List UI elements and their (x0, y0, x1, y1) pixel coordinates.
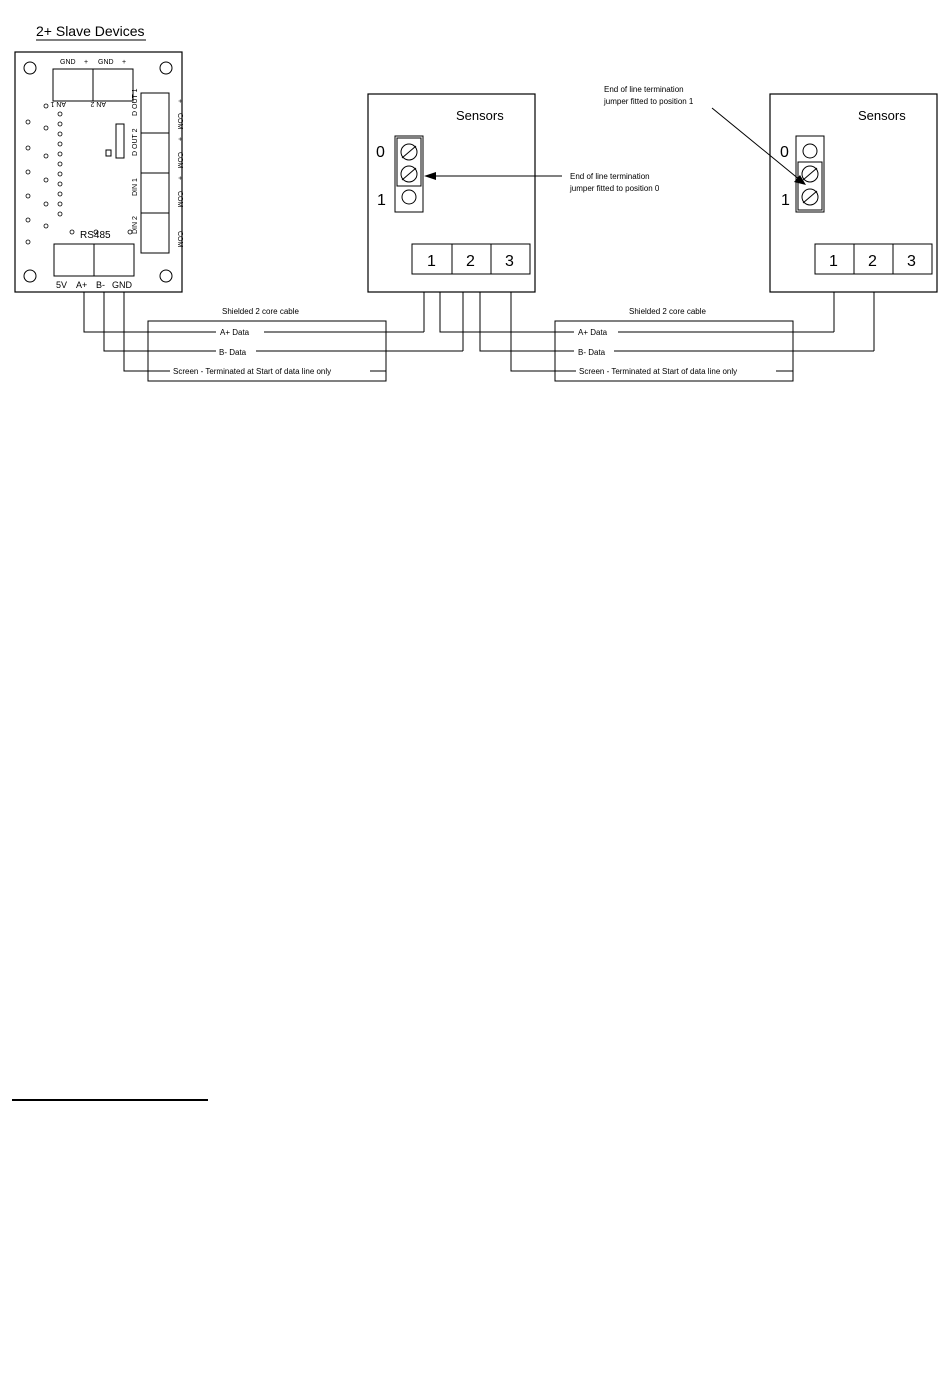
controller-board (15, 52, 183, 292)
side-output-label: DIN 1 (132, 178, 139, 196)
cable-1 (84, 292, 463, 381)
cable-2-title: Shielded 2 core cable (629, 307, 706, 316)
cable-1-line-b: B- Data (219, 348, 247, 357)
cable-2 (440, 292, 874, 381)
annotation-2-line-1: End of line termination (604, 85, 684, 94)
terminal-number: 3 (505, 253, 514, 270)
terminal-number: 2 (868, 253, 877, 270)
mount-hole (24, 62, 36, 74)
sensor-unit-1 (368, 94, 535, 292)
an2-label: AN 2 (90, 100, 106, 107)
terminal-number: 2 (466, 253, 475, 270)
terminal-number: 1 (427, 253, 436, 270)
terminal-a-plus: A+ (76, 280, 88, 290)
diagram-title: 2+ Slave Devices (36, 23, 145, 39)
cable-1-line-screen: Screen - Terminated at Start of data line only (173, 367, 332, 376)
rs485-label: RS485 (80, 230, 111, 241)
an1-label: AN 1 (50, 100, 66, 107)
controller-outline (15, 52, 182, 292)
mount-hole (160, 62, 172, 74)
top-label: GND (60, 59, 76, 66)
terminal-number: 1 (829, 253, 838, 270)
annotation-1-line-1: End of line termination (570, 172, 650, 181)
mount-hole (24, 270, 36, 282)
top-label: + (122, 59, 127, 66)
side-terminal-label: COM (176, 152, 183, 169)
side-terminal-label: + (176, 176, 183, 181)
side-terminal-label: COM (176, 231, 183, 248)
cable-1-title: Shielded 2 core cable (222, 307, 299, 316)
side-terminal-label: COM (176, 113, 183, 130)
cable-2-line-screen: Screen - Terminated at Start of data line only (579, 367, 738, 376)
annotation-1-line-2: jumper fitted to position 0 (570, 184, 660, 193)
terminal-b-minus: B- (96, 280, 105, 290)
side-output-label: D OUT 2 (132, 128, 139, 156)
mount-hole (160, 270, 172, 282)
sensor-1-title: Sensors (456, 108, 504, 123)
side-terminal-label: + (176, 99, 183, 104)
terminal-gnd: GND (112, 280, 132, 290)
cable-2-line-b: B- Data (578, 348, 606, 357)
jumper-label-0: 0 (376, 144, 385, 161)
jumper-label-1: 1 (781, 192, 790, 209)
jumper-label-0: 0 (780, 144, 789, 161)
cable-2-line-a: A+ Data (578, 328, 608, 337)
side-terminal-label: COM (176, 191, 183, 208)
side-output-label: D OUT 1 (132, 88, 139, 116)
sensor-unit-2 (770, 94, 937, 292)
terminal-number: 3 (907, 253, 916, 270)
sensor-2-title: Sensors (858, 108, 906, 123)
side-output-label: DIN 2 (132, 216, 139, 234)
jumper-label-1: 1 (377, 192, 386, 209)
cable-1-line-a: A+ Data (220, 328, 250, 337)
top-label: GND (98, 59, 114, 66)
side-terminal-label: + (176, 137, 183, 142)
terminal-5v: 5V (56, 280, 68, 290)
wire-a-plus (440, 292, 574, 332)
annotation-2-line-2: jumper fitted to position 1 (604, 97, 694, 106)
top-label: + (84, 59, 89, 66)
